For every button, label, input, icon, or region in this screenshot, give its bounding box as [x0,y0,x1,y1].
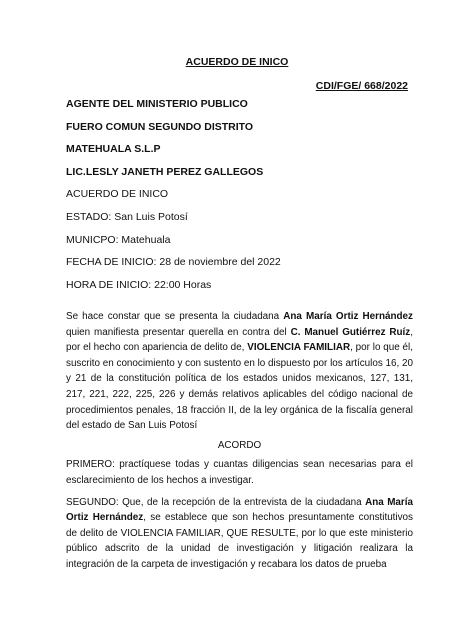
acordo-heading: ACORDO [217,439,262,451]
p1-text-b: quien manifiesta presentar querella en contra del [66,326,291,338]
document-title: ACUERDO DE INICO [185,56,289,68]
agency-line: AGENTE DEL MINISTERIO PUBLICO [66,98,248,110]
location-line: MATEHUALA S.L.P [66,143,161,156]
state-label: ESTADO: [66,210,112,223]
start-time-value: 22:00 Horas [151,278,212,291]
p1-text-c: , por el hecho con apariencia de delito de, [66,326,413,354]
primero-paragraph: PRIMERO: practíquese todas y cuantas diligencias sean necesarias para el esclarecimiento de los hechos a investigar. [66,459,413,486]
act-line: ACUERDO DE INICO [66,188,169,201]
complaint-paragraph [66,309,413,434]
crime-type: VIOLENCIA FAMILIAR [247,342,351,354]
municipality-field [66,234,426,246]
state-field [66,211,426,223]
start-date-value: 28 de noviembre del 2022 [156,256,281,269]
start-time-label: HORA DE INICIO: [66,278,152,291]
p1-text-a: Se hace constar que se presenta la ciudadana [66,311,284,322]
state-value: San Luis Potosí [111,210,188,223]
start-date-field [66,256,426,268]
segundo-paragraph [66,495,413,573]
district-line: FUERO COMUN SEGUNDO DISTRITO [66,120,254,133]
municipality-label: MUNICPO: [66,233,119,246]
header-block [66,98,426,301]
segundo-text-a: SEGUNDO: Que, de la recepción de la entrevista de la ciudadana [66,496,366,508]
accused-name: C. Manuel Gutiérrez Ruíz [290,326,411,338]
p1-text-d: , por lo que él, suscrito en conocimiento y con sustento en lo dispuesto por los artículos 16, 20 y 21 de la constitución política de los estados unidos mexicanos, 127, 131, 217, 221, 222, 225, 226 y demás relativos aplicables del código nacional de procedimientos penales, 18 fracción II, de la ley orgánica de la fiscalía general del estado de San Luis Potosí [66,342,413,432]
municipality-value: Matehuala [118,233,171,246]
official-line: LIC.LESLY JANETH PEREZ GALLEGOS [66,165,264,178]
complainant-name: Ana María Ortiz Hernández [283,311,413,322]
segundo-complainant-name: Ana María Ortiz Hernández [66,496,413,524]
segundo-text-b: , se establece que son hechos presuntamente constitutivos de delito de VIOLENCIA FAMILIAR, QUE RESULTE, por lo que este ministerio público adscrito de la unidad de investigación y litigación realizara la integración de la carpeta de investigación y recabara los datos de prueba [66,512,413,570]
start-date-label: FECHA DE INICIO: [66,256,157,269]
document-body [66,309,413,573]
case-number: CDI/FGE/ 668/2022 [315,80,408,92]
start-time-field [66,279,426,291]
